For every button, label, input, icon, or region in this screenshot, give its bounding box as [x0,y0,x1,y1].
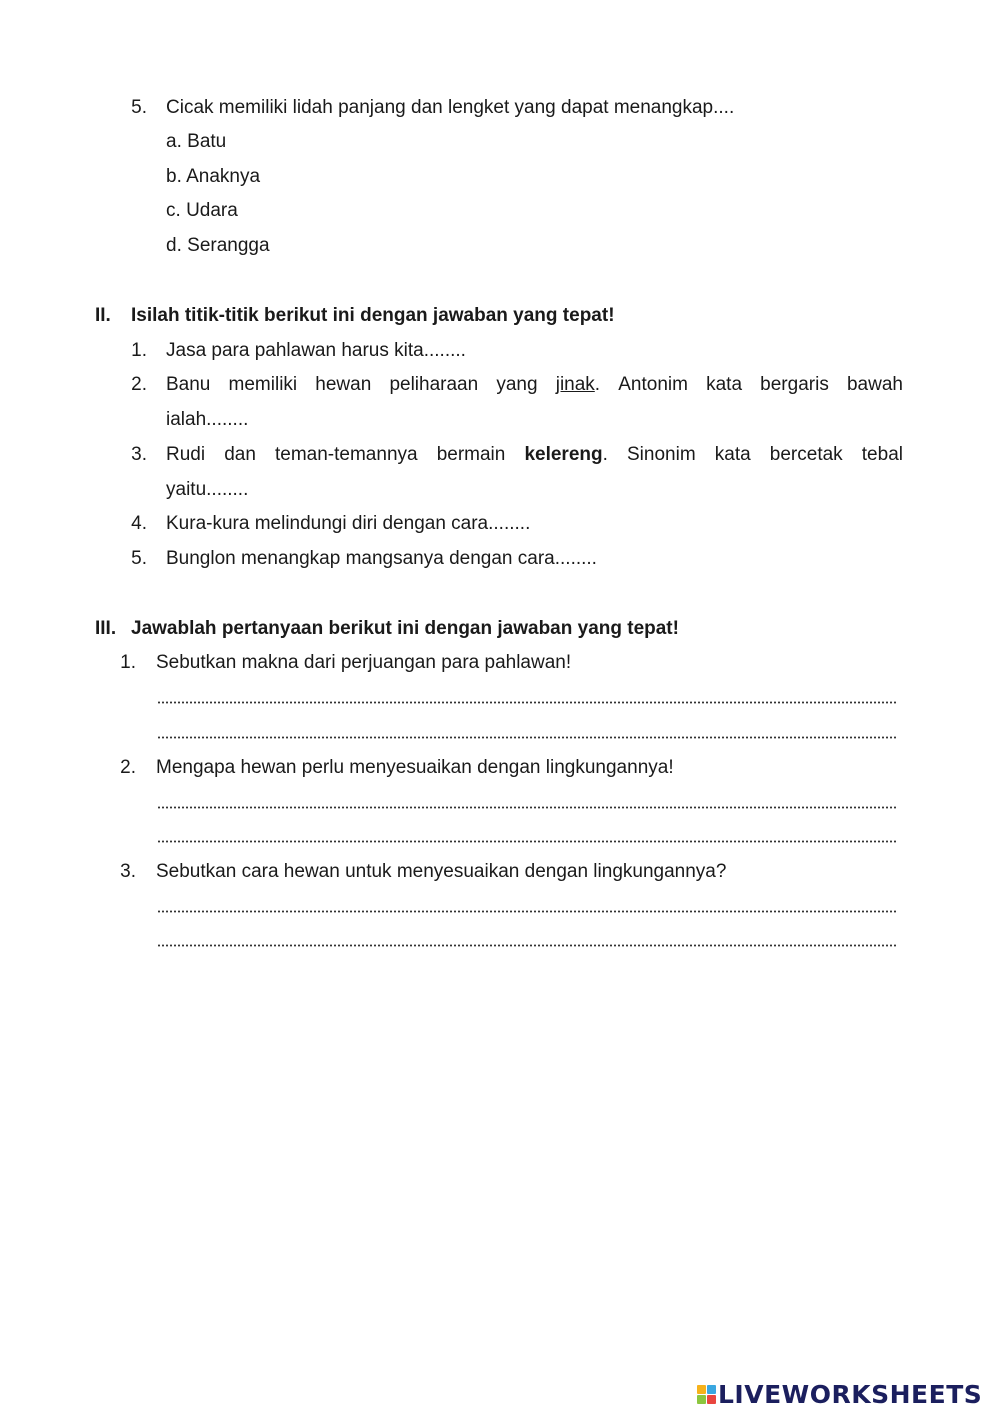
bold-word: kelereng [524,444,603,465]
word: tebal [861,444,903,465]
logo-tile [707,1395,716,1404]
logo-tile [697,1385,706,1394]
item-number: 4. [131,513,147,534]
item-number: 2. [131,374,147,395]
option-d[interactable] [166,234,270,258]
section-3-heading [95,617,679,641]
word: bawah [846,374,903,395]
bold-word-group [524,443,607,467]
answer-line[interactable] [157,944,898,947]
word: Rudi [166,444,206,465]
question-text: Sebutkan cara hewan untuk menyesuaikan dengan lingkungannya? [156,861,727,882]
question-number: 2. [120,757,136,778]
word: hewan [315,374,372,395]
item-number: 5. [131,548,147,569]
option-letter: d. [166,235,182,256]
word: kata [714,444,751,465]
answer-line[interactable] [157,806,898,809]
option-text: Anaknya [186,166,261,187]
option-a[interactable] [166,130,226,154]
word: kata [706,374,743,395]
logo-tile [707,1385,716,1394]
logo-tile [697,1395,706,1404]
word: Banu [166,374,211,395]
word: peliharaan [389,374,479,395]
question-text: Mengapa hewan perlu menyesuaikan dengan lingkungannya! [156,757,674,778]
section-numeral: II. [95,305,111,326]
word: bermain [436,444,506,465]
word: bergaris [760,374,829,395]
option-letter: c. [166,200,181,221]
section-title: Isilah titik-titik berikut ini dengan jawaban yang tepat! [131,305,615,326]
item-text: Kura-kura melindungi diri dengan cara........ [166,513,531,534]
section-numeral: III. [95,618,117,639]
logo-mark-icon [697,1385,716,1404]
item-number: 1. [131,340,147,361]
answer-line[interactable] [157,701,898,704]
item-text-line [166,373,903,397]
question-number: 3. [120,861,136,882]
item-text: Bunglon menangkap mangsanya dengan cara........ [166,548,597,569]
question-text: Sebutkan makna dari perjuangan para pahlawan! [156,652,572,673]
option-letter: a. [166,131,182,152]
answer-line[interactable] [157,736,898,739]
fill-item-2-continuation: ialah........ [166,409,249,430]
word: dan [224,444,256,465]
liveworksheets-logo [697,1380,982,1408]
word: yang [496,374,538,395]
section-title: Jawablah pertanyaan berikut ini dengan jawaban yang tepat! [131,618,679,639]
option-c[interactable] [166,199,238,223]
word: Antonim [618,374,688,395]
option-text: Serangga [187,235,270,256]
option-text: Udara [186,200,238,221]
word: memiliki [228,374,298,395]
word: teman-temannya [275,444,418,465]
word: Sinonim [627,444,696,465]
logo-text: LIVEWORKSHEETS [718,1379,983,1409]
punctuation: . [602,444,608,465]
question-text: Cicak memiliki lidah panjang dan lengket yang dapat menangkap.... [166,97,735,118]
question-number: 1. [120,652,136,673]
answer-line[interactable] [157,840,898,843]
option-letter: b. [166,166,182,187]
option-b[interactable] [166,165,260,189]
underlined-word-group [556,373,600,397]
item-text: Jasa para pahlawan harus kita........ [166,340,466,361]
question-number: 5. [131,97,147,118]
option-text: Batu [187,131,227,152]
punctuation: . [594,374,601,395]
answer-line[interactable] [157,910,898,913]
fill-item-3-continuation: yaitu........ [166,479,249,500]
item-number: 3. [131,444,147,465]
item-text-line [166,443,903,467]
underlined-word: jinak [555,374,595,395]
word: bercetak [769,444,843,465]
section-2-heading [95,304,615,328]
